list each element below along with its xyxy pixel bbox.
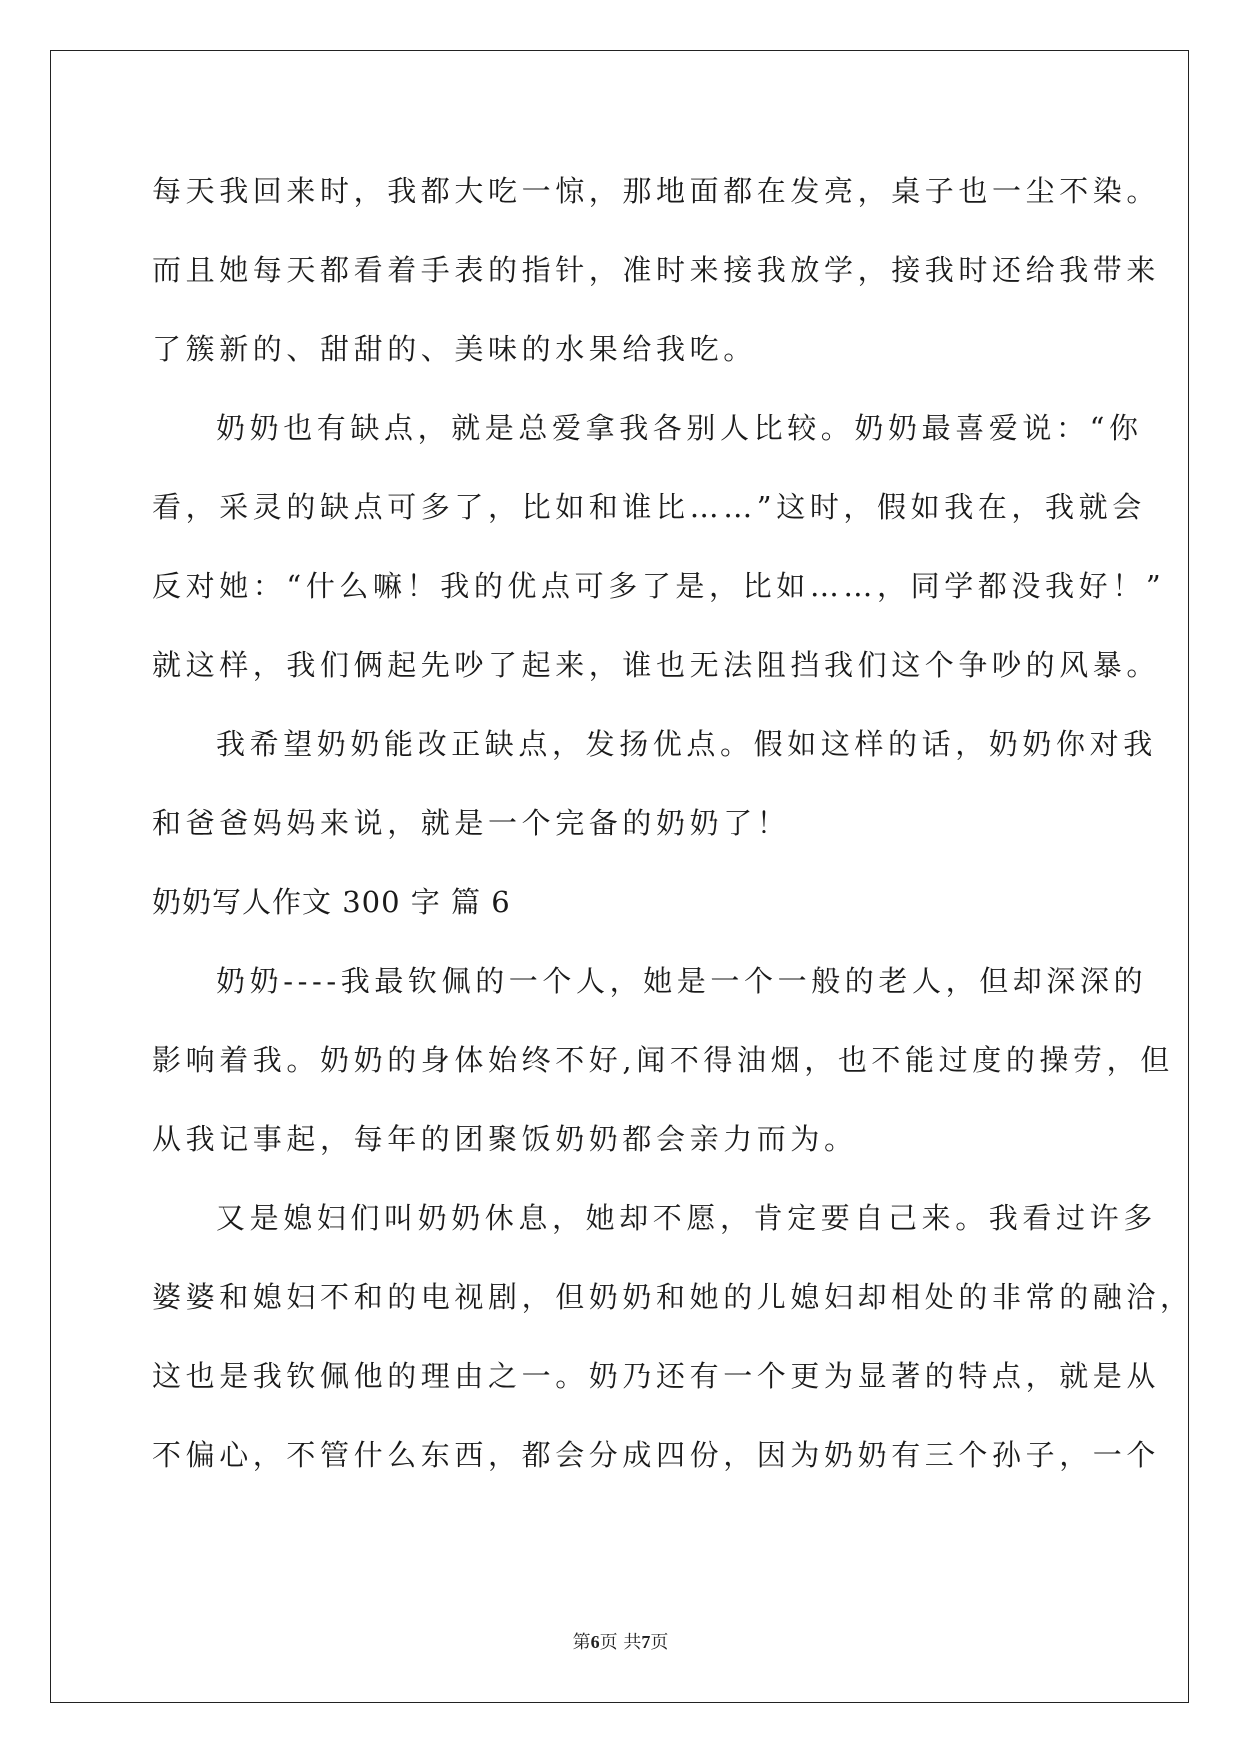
- text-line: 而且她每天都看着手表的指针，准时来接我放学，接我时还给我带来: [152, 253, 1161, 287]
- current-page-number: 6: [590, 1632, 600, 1652]
- text-line: 看，采灵的缺点可多了，比如和谁比……”这时，假如我在，我就会: [152, 490, 1146, 524]
- text-line: 婆婆和媳妇不和的电视剧，但奶奶和她的儿媳妇却相处的非常的融洽，: [152, 1280, 1194, 1314]
- text-line: 这也是我钦佩他的理由之一。奶乃还有一个更为显著的特点，就是从: [152, 1359, 1161, 1393]
- text-line: 影响着我。奶奶的身体始终不好,闻不得油烟，也不能过度的操劳，但: [152, 1043, 1174, 1077]
- text-line: 反对她：“什么嘛！我的优点可多了是，比如……，同学都没我好！”: [152, 569, 1166, 603]
- text-line: 又是媳妇们叫奶奶休息，她却不愿，肯定要自己来。我看过许多: [216, 1201, 1157, 1235]
- text-line: 就这样，我们俩起先吵了起来，谁也无法阻挡我们这个争吵的风暴。: [152, 648, 1161, 682]
- section-heading: 奶奶写人作文 300 字 篇 6: [152, 885, 511, 919]
- page-footer: [0, 1628, 1241, 1654]
- text-line: 从我记事起，每年的团聚饭奶奶都会亲力而为。: [152, 1122, 858, 1156]
- footer-suffix: 页: [650, 1632, 669, 1653]
- text-line: 奶奶----我最钦佩的一个人，她是一个一般的老人，但却深深的: [216, 964, 1148, 998]
- footer-prefix: 第: [572, 1632, 591, 1653]
- text-line: 奶奶也有缺点，就是总爱拿我各别人比较。奶奶最喜爱说：“你: [216, 411, 1143, 445]
- text-line: 每天我回来时，我都大吃一惊，那地面都在发亮，桌子也一尘不染。: [152, 174, 1161, 208]
- text-line: 和爸爸妈妈来说，就是一个完备的奶奶了！: [152, 806, 791, 840]
- total-page-number: 7: [641, 1632, 651, 1652]
- footer-middle: 页 共: [599, 1632, 642, 1653]
- text-line: 不偏心，不管什么东西，都会分成四份，因为奶奶有三个孙子，一个: [152, 1438, 1161, 1472]
- document-body: [152, 152, 1194, 1495]
- text-line: 我希望奶奶能改正缺点，发扬优点。假如这样的话，奶奶你对我: [216, 727, 1157, 761]
- text-line: 了簇新的、甜甜的、美味的水果给我吃。: [152, 332, 757, 366]
